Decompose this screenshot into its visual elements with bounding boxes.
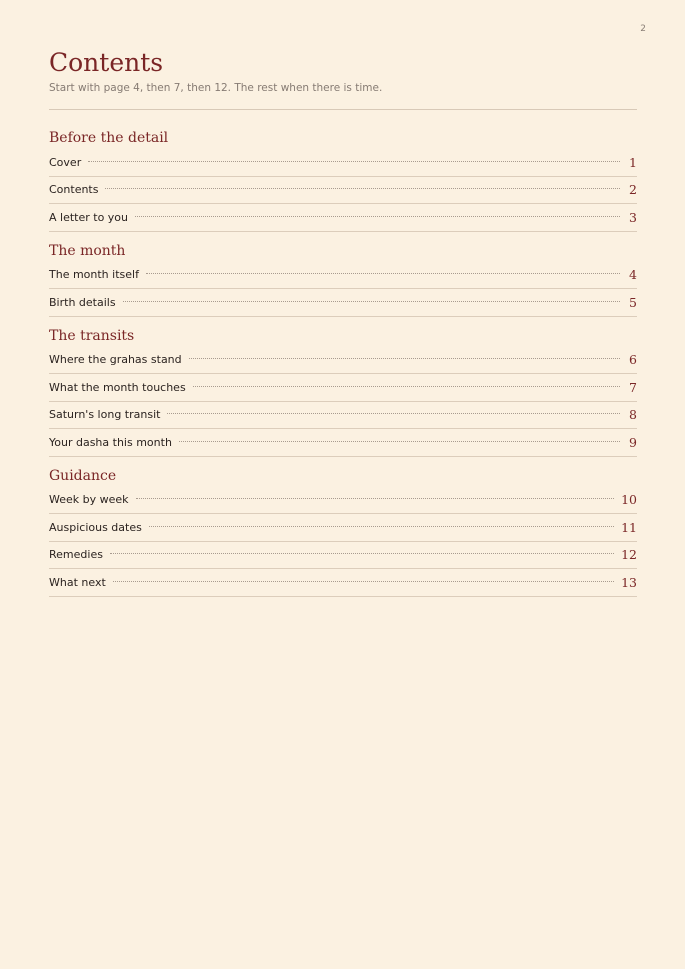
toc-entry-page: 5	[629, 294, 637, 310]
section-heading: Before the detail	[49, 130, 169, 146]
title-divider	[49, 109, 637, 110]
toc-entry-label: What next	[49, 575, 106, 589]
dotted-leader	[113, 581, 614, 582]
toc-entry-page: 3	[629, 209, 637, 225]
toc-entry-label: Remedies	[49, 548, 103, 562]
toc-entry-page: 9	[629, 434, 637, 450]
toc-entry-page: 2	[629, 182, 637, 198]
toc-entry-week-by-week[interactable]	[49, 487, 637, 515]
dotted-leader	[189, 358, 620, 359]
toc-entry-page: 10	[621, 492, 637, 508]
section-heading: The month	[49, 242, 126, 259]
toc-entry-label: Where the grahas stand	[49, 353, 182, 367]
toc-entry-page: 12	[621, 547, 637, 563]
toc-entry-label: Week by week	[49, 493, 129, 507]
dotted-leader	[146, 273, 620, 274]
toc-entry-what-next[interactable]	[49, 569, 637, 597]
toc-entry-page: 7	[629, 379, 637, 395]
toc-entry-page: 1	[629, 154, 637, 170]
dotted-leader	[136, 498, 615, 499]
dotted-leader	[88, 161, 620, 162]
toc-entry-month-itself[interactable]	[49, 262, 637, 290]
toc-entry-label: Auspicious dates	[49, 520, 142, 534]
dotted-leader	[135, 216, 620, 217]
toc-section-guidance	[49, 467, 637, 597]
toc-section-before-the-detail	[49, 129, 637, 232]
toc-entry-contents[interactable]	[49, 177, 637, 205]
toc-entry-label: Birth details	[49, 295, 116, 309]
toc-entry-label: What the month touches	[49, 380, 186, 394]
page-subtitle: Start with page 4, then 7, then 12. The rest when there is time.	[49, 82, 383, 94]
toc-entry-auspicious-dates[interactable]	[49, 514, 637, 542]
toc-entry-label: Contents	[49, 183, 99, 197]
toc-entry-label: Cover	[49, 155, 82, 169]
dotted-leader	[193, 386, 620, 387]
toc-entry-page: 8	[629, 407, 637, 423]
toc-section-the-transits	[49, 327, 637, 457]
dotted-leader	[179, 441, 620, 442]
toc-entry-page: 6	[629, 352, 637, 368]
dotted-leader	[149, 526, 614, 527]
toc-entry-grahas[interactable]	[49, 347, 637, 375]
toc-entry-month-touches[interactable]	[49, 374, 637, 402]
section-heading: Guidance	[49, 467, 117, 484]
toc-section-the-month	[49, 242, 637, 317]
contents-page	[49, 48, 637, 597]
dotted-leader	[105, 188, 620, 189]
toc-entry-label: A letter to you	[49, 210, 129, 224]
toc-entry-dasha[interactable]	[49, 429, 637, 457]
dotted-leader	[123, 301, 620, 302]
dotted-leader	[167, 413, 620, 414]
toc-entry-letter[interactable]	[49, 204, 637, 232]
toc-entry-remedies[interactable]	[49, 542, 637, 570]
toc-entry-cover[interactable]	[49, 149, 637, 177]
toc-entry-label: Your dasha this month	[49, 435, 172, 449]
section-heading: The transits	[49, 327, 135, 344]
toc-entry-label: The month itself	[49, 268, 139, 282]
toc-entry-page: 4	[629, 267, 637, 283]
toc-entry-label: Saturn's long transit	[49, 408, 161, 422]
toc-entry-saturn[interactable]	[49, 402, 637, 430]
page-title: Contents	[49, 48, 164, 77]
dotted-leader	[110, 553, 614, 554]
toc-entry-page: 13	[621, 574, 637, 590]
toc-entry-birth-details[interactable]	[49, 289, 637, 317]
page-number: 2	[640, 24, 646, 34]
toc-entry-page: 11	[621, 519, 637, 535]
